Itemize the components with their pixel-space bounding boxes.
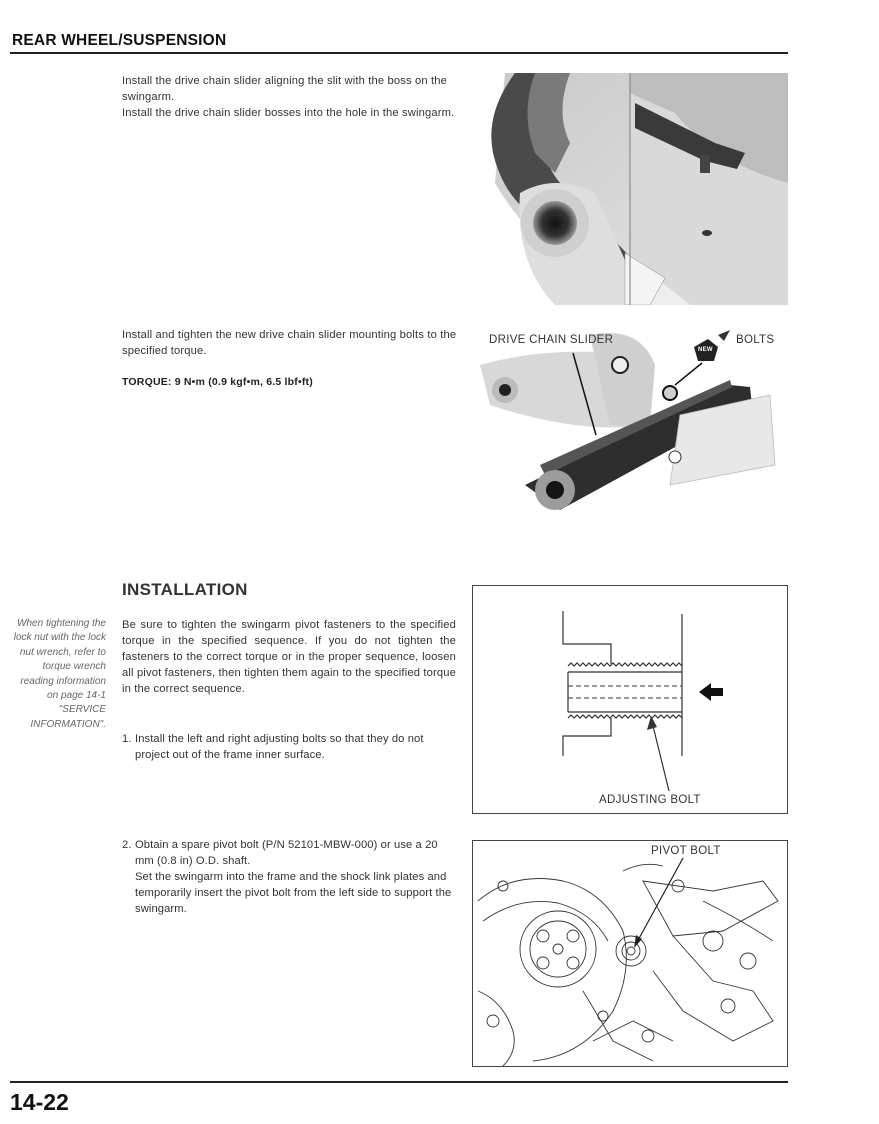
slider-bolts-figure [470,325,788,525]
adjusting-bolt-label: ADJUSTING BOLT [599,794,701,806]
installation-caution-text: Be sure to tighten the swingarm pivot fasteners to the specified torque in the specified sequence. If you do not tighten the fasteners to the correct torque or in the proper sequence, loosen all pivot fasteners, then tighten them again to the specified torque in the correct sequence. [122,619,456,695]
step-2 [122,837,458,917]
pivot-bolt-label: PIVOT BOLT [651,845,721,857]
side-note: When tightening the lock nut with the lock nut wrench, refer to torque wrench reading information on page 14-1 "SERVICE INFORMATION". [13,618,106,730]
section-title: REAR WHEEL/SUSPENSION [12,32,227,49]
torque-spec: TORQUE: 9 N•m (0.9 kgf•m, 6.5 lbf•ft) [122,376,313,388]
installation-heading: INSTALLATION [122,580,248,599]
step-1-text: Install the left and right adjusting bolts so that they do not project out of the frame inner surface. [135,733,424,761]
step-2-text-2: Set the swingarm into the frame and the shock link plates and temporarily insert the pivot bolt from the left side to support the swingarm. [135,871,452,915]
pivot-bolt-diagram [473,841,787,1066]
adjusting-bolt-diagram [473,586,787,813]
page-number: 14-22 [10,1089,69,1115]
slider-install-line-2: Install the drive chain slider bosses into the hole in the swingarm. [122,107,455,119]
footer-rule [10,1081,788,1083]
pivot-bolt-figure [472,840,788,1067]
step-2-text-1: Obtain a spare pivot bolt (P/N 52101-MBW-000) or use a 20 mm (0.8 in) O.D. shaft. [135,839,438,867]
header-rule [10,52,788,54]
new-badge-text: NEW [698,347,713,353]
bolts-label: BOLTS [736,334,775,346]
step-1 [122,731,458,763]
step-2-number: 2. [122,839,132,851]
adjusting-bolt-figure [472,585,788,814]
slider-bolts-text: Install and tighten the new drive chain slider mounting bolts to the specified torque. [122,329,457,357]
slider-install-text [122,73,462,121]
swingarm-slider-photo [475,73,788,305]
drive-chain-slider-label: DRIVE CHAIN SLIDER [489,334,614,346]
step-1-number: 1. [122,733,132,745]
slider-install-line-1: Install the drive chain slider aligning the slit with the boss on the swingarm. [122,75,448,103]
slider-bolts-photo [470,325,788,525]
